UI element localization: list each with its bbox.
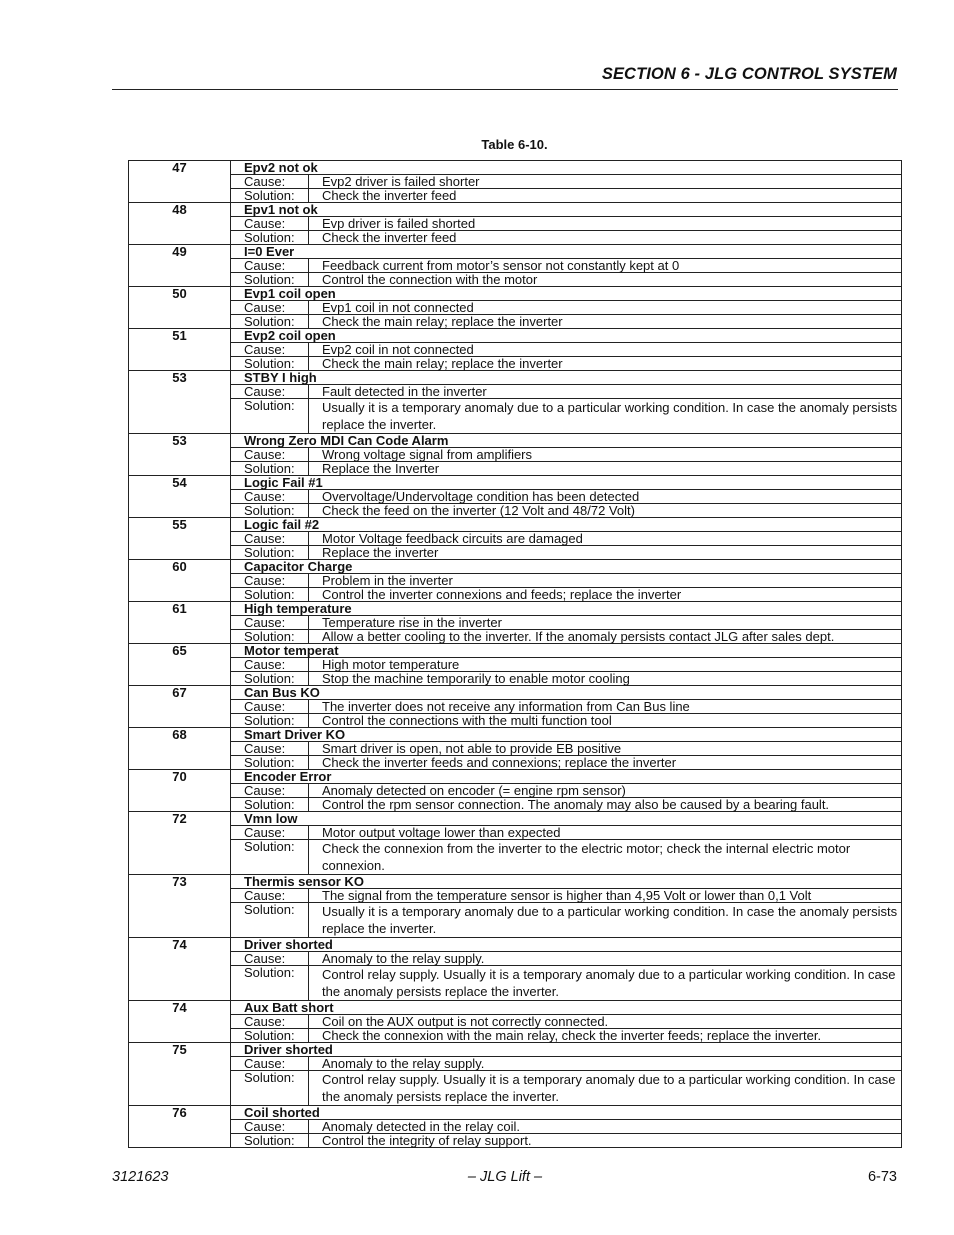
solution-label: Solution:: [231, 1029, 309, 1043]
fault-code: 74: [129, 938, 231, 1001]
fault-solution-row: [129, 756, 902, 770]
fault-title-row: [129, 812, 902, 826]
cause-text: Motor output voltage lower than expected: [309, 826, 902, 840]
fault-solution-row: [129, 504, 902, 518]
cause-label: Cause:: [231, 889, 309, 903]
cause-text: Evp2 driver is failed shorter: [309, 175, 902, 189]
solution-label: Solution:: [231, 1071, 309, 1106]
fault-solution-row: [129, 903, 902, 938]
fault-cause-row: [129, 1015, 902, 1029]
fault-cause-row: [129, 574, 902, 588]
fault-solution-row: [129, 1071, 902, 1106]
fault-title-row: [129, 329, 902, 343]
cause-label: Cause:: [231, 616, 309, 630]
cause-text: Smart driver is open, not able to provide EB positive: [309, 742, 902, 756]
solution-label: Solution:: [231, 840, 309, 875]
fault-title-row: [129, 560, 902, 574]
solution-label: Solution:: [231, 399, 309, 434]
fault-cause-row: [129, 700, 902, 714]
cause-text: Anomaly detected in the relay coil.: [309, 1120, 902, 1134]
cause-text: Motor Voltage feedback circuits are damaged: [309, 532, 902, 546]
cause-text: Anomaly to the relay supply.: [309, 1057, 902, 1071]
cause-label: Cause:: [231, 532, 309, 546]
fault-cause-row: [129, 889, 902, 903]
solution-text: Check the main relay; replace the inverter: [309, 357, 902, 371]
fault-code: 53: [129, 434, 231, 476]
fault-title-row: [129, 1106, 902, 1120]
fault-title-row: [129, 518, 902, 532]
cause-label: Cause:: [231, 700, 309, 714]
fault-solution-row: [129, 798, 902, 812]
fault-code: 68: [129, 728, 231, 770]
fault-title-row: [129, 602, 902, 616]
fault-cause-row: [129, 217, 902, 231]
solution-text: Check the connexion from the inverter to the electric motor; check the internal electric motor connexion.: [309, 840, 902, 875]
fault-cause-row: [129, 448, 902, 462]
fault-solution-row: [129, 1029, 902, 1043]
solution-text: Usually it is a temporary anomaly due to a particular working condition. In case the anomaly persists replace the inverter.: [309, 903, 902, 938]
fault-name: Evp2 coil open: [231, 329, 902, 343]
fault-name: Epv1 not ok: [231, 203, 902, 217]
cause-text: Evp1 coil in not connected: [309, 301, 902, 315]
cause-text: Temperature rise in the inverter: [309, 616, 902, 630]
fault-title-row: [129, 770, 902, 784]
cause-label: Cause:: [231, 1120, 309, 1134]
cause-label: Cause:: [231, 1015, 309, 1029]
fault-cause-row: [129, 616, 902, 630]
fault-title-row: [129, 287, 902, 301]
fault-title-row: [129, 1043, 902, 1057]
fault-cause-row: [129, 259, 902, 273]
solution-text: Usually it is a temporary anomaly due to a particular working condition. In case the anomaly persists replace the inverter.: [309, 399, 902, 434]
fault-solution-row: [129, 840, 902, 875]
fault-cause-row: [129, 1057, 902, 1071]
fault-code: 50: [129, 287, 231, 329]
fault-name: Evp1 coil open: [231, 287, 902, 301]
solution-text: Check the inverter feed: [309, 189, 902, 203]
fault-code: 47: [129, 161, 231, 203]
fault-solution-row: [129, 546, 902, 560]
fault-code: 65: [129, 644, 231, 686]
fault-name: High temperature: [231, 602, 902, 616]
fault-title-row: [129, 875, 902, 889]
cause-label: Cause:: [231, 259, 309, 273]
fault-solution-row: [129, 588, 902, 602]
cause-text: The signal from the temperature sensor is higher than 4,95 Volt or lower than 0,1 Volt: [309, 889, 902, 903]
solution-label: Solution:: [231, 357, 309, 371]
solution-text: Check the inverter feed: [309, 231, 902, 245]
fault-code: 72: [129, 812, 231, 875]
fault-code-table: [128, 160, 902, 1148]
cause-text: Evp driver is failed shorted: [309, 217, 902, 231]
cause-text: Anomaly detected on encoder (= engine rpm sensor): [309, 784, 902, 798]
solution-label: Solution:: [231, 714, 309, 728]
fault-solution-row: [129, 399, 902, 434]
fault-cause-row: [129, 385, 902, 399]
cause-text: Wrong voltage signal from amplifiers: [309, 448, 902, 462]
cause-label: Cause:: [231, 301, 309, 315]
solution-text: Control relay supply. Usually it is a temporary anomaly due to a particular working condition. In case the anomaly persists replace the inverter.: [309, 1071, 902, 1106]
fault-name: Encoder Error: [231, 770, 902, 784]
fault-name: Motor temperat: [231, 644, 902, 658]
cause-text: Overvoltage/Undervoltage condition has been detected: [309, 490, 902, 504]
fault-code: 60: [129, 560, 231, 602]
cause-text: High motor temperature: [309, 658, 902, 672]
fault-solution-row: [129, 357, 902, 371]
solution-text: Control the inverter connexions and feeds; replace the inverter: [309, 588, 902, 602]
solution-label: Solution:: [231, 588, 309, 602]
fault-name: Aux Batt short: [231, 1001, 902, 1015]
solution-text: Control the integrity of relay support.: [309, 1134, 902, 1148]
fault-title-row: [129, 161, 902, 175]
solution-text: Check the connexion with the main relay, check the inverter feeds; replace the inverter.: [309, 1029, 902, 1043]
solution-text: Control relay supply. Usually it is a temporary anomaly due to a particular working condition. In case the anomaly persists replace the inverter.: [309, 966, 902, 1001]
solution-label: Solution:: [231, 672, 309, 686]
cause-label: Cause:: [231, 952, 309, 966]
cause-text: Fault detected in the inverter: [309, 385, 902, 399]
fault-cause-row: [129, 826, 902, 840]
solution-label: Solution:: [231, 966, 309, 1001]
cause-label: Cause:: [231, 826, 309, 840]
cause-label: Cause:: [231, 784, 309, 798]
fault-name: I=0 Ever: [231, 245, 902, 259]
fault-code: 75: [129, 1043, 231, 1106]
fault-table-body: [129, 161, 902, 1148]
solution-label: Solution:: [231, 630, 309, 644]
fault-solution-row: [129, 1134, 902, 1148]
fault-code: 54: [129, 476, 231, 518]
fault-title-row: [129, 434, 902, 448]
fault-cause-row: [129, 343, 902, 357]
cause-label: Cause:: [231, 343, 309, 357]
fault-code: 76: [129, 1106, 231, 1148]
solution-label: Solution:: [231, 756, 309, 770]
solution-label: Solution:: [231, 315, 309, 329]
fault-cause-row: [129, 490, 902, 504]
fault-title-row: [129, 371, 902, 385]
fault-solution-row: [129, 462, 902, 476]
fault-solution-row: [129, 714, 902, 728]
table-caption: Table 6-10.: [481, 137, 548, 152]
footer-doc-number: 3121623: [112, 1169, 169, 1185]
fault-name: Thermis sensor KO: [231, 875, 902, 889]
fault-name: Vmn low: [231, 812, 902, 826]
solution-text: Control the rpm sensor connection. The anomaly may also be caused by a bearing fault.: [309, 798, 902, 812]
solution-label: Solution:: [231, 189, 309, 203]
cause-label: Cause:: [231, 742, 309, 756]
solution-label: Solution:: [231, 1134, 309, 1148]
fault-title-row: [129, 203, 902, 217]
fault-name: Capacitor Charge: [231, 560, 902, 574]
fault-code: 55: [129, 518, 231, 560]
fault-solution-row: [129, 672, 902, 686]
fault-cause-row: [129, 658, 902, 672]
fault-code: 67: [129, 686, 231, 728]
fault-cause-row: [129, 952, 902, 966]
fault-code: 53: [129, 371, 231, 434]
fault-title-row: [129, 728, 902, 742]
cause-label: Cause:: [231, 658, 309, 672]
fault-title-row: [129, 245, 902, 259]
footer-page-number: 6-73: [867, 1169, 897, 1185]
cause-text: The inverter does not receive any information from Can Bus line: [309, 700, 902, 714]
fault-code: 61: [129, 602, 231, 644]
fault-title-row: [129, 686, 902, 700]
fault-cause-row: [129, 301, 902, 315]
cause-label: Cause:: [231, 385, 309, 399]
fault-code: 73: [129, 875, 231, 938]
fault-name: Smart Driver KO: [231, 728, 902, 742]
solution-text: Replace the Inverter: [309, 462, 902, 476]
fault-cause-row: [129, 1120, 902, 1134]
solution-text: Control the connection with the motor: [309, 273, 902, 287]
solution-label: Solution:: [231, 462, 309, 476]
cause-label: Cause:: [231, 1057, 309, 1071]
solution-text: Replace the inverter: [309, 546, 902, 560]
solution-text: Check the inverter feeds and connexions; replace the inverter: [309, 756, 902, 770]
fault-code: 70: [129, 770, 231, 812]
solution-text: Check the main relay; replace the inverter: [309, 315, 902, 329]
cause-label: Cause:: [231, 448, 309, 462]
fault-cause-row: [129, 742, 902, 756]
fault-cause-row: [129, 532, 902, 546]
solution-text: Allow a better cooling to the inverter. If the anomaly persists contact JLG after sales dept.: [309, 630, 902, 644]
cause-text: Coil on the AUX output is not correctly connected.: [309, 1015, 902, 1029]
cause-label: Cause:: [231, 574, 309, 588]
fault-cause-row: [129, 784, 902, 798]
solution-label: Solution:: [231, 231, 309, 245]
fault-solution-row: [129, 630, 902, 644]
cause-text: Feedback current from motor’s sensor not constantly kept at 0: [309, 259, 902, 273]
cause-text: Anomaly to the relay supply.: [309, 952, 902, 966]
fault-name: Wrong Zero MDI Can Code Alarm: [231, 434, 902, 448]
fault-name: Coil shorted: [231, 1106, 902, 1120]
fault-code: 74: [129, 1001, 231, 1043]
solution-label: Solution:: [231, 798, 309, 812]
fault-name: Epv2 not ok: [231, 161, 902, 175]
fault-name: Can Bus KO: [231, 686, 902, 700]
fault-solution-row: [129, 189, 902, 203]
fault-solution-row: [129, 966, 902, 1001]
fault-title-row: [129, 1001, 902, 1015]
footer-publisher: – JLG Lift –: [467, 1169, 543, 1185]
fault-solution-row: [129, 315, 902, 329]
fault-name: Driver shorted: [231, 938, 902, 952]
fault-solution-row: [129, 273, 902, 287]
cause-text: Problem in the inverter: [309, 574, 902, 588]
fault-code: 48: [129, 203, 231, 245]
fault-cause-row: [129, 175, 902, 189]
fault-solution-row: [129, 231, 902, 245]
section-title: SECTION 6 - JLG CONTROL SYSTEM: [601, 65, 897, 83]
fault-name: Logic Fail #1: [231, 476, 902, 490]
fault-code: 49: [129, 245, 231, 287]
solution-text: Control the connections with the multi function tool: [309, 714, 902, 728]
fault-title-row: [129, 644, 902, 658]
fault-name: Driver shorted: [231, 1043, 902, 1057]
fault-name: Logic fail #2: [231, 518, 902, 532]
header-rule: [112, 89, 898, 90]
fault-title-row: [129, 476, 902, 490]
solution-label: Solution:: [231, 903, 309, 938]
cause-label: Cause:: [231, 217, 309, 231]
cause-text: Evp2 coil in not connected: [309, 343, 902, 357]
solution-label: Solution:: [231, 273, 309, 287]
cause-label: Cause:: [231, 490, 309, 504]
fault-code: 51: [129, 329, 231, 371]
cause-label: Cause:: [231, 175, 309, 189]
fault-title-row: [129, 938, 902, 952]
solution-label: Solution:: [231, 504, 309, 518]
fault-name: STBY I high: [231, 371, 902, 385]
solution-text: Check the feed on the inverter (12 Volt and 48/72 Volt): [309, 504, 902, 518]
solution-text: Stop the machine temporarily to enable motor cooling: [309, 672, 902, 686]
solution-label: Solution:: [231, 546, 309, 560]
